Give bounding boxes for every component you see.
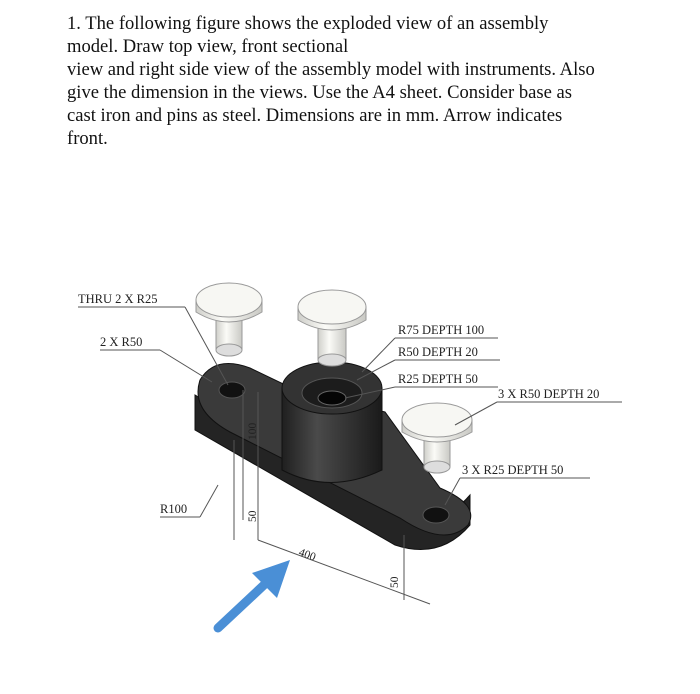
cylinder-inner-hole — [318, 391, 346, 405]
question-line-6: front. — [67, 128, 108, 149]
label-r25-depth-50: R25 DEPTH 50 — [398, 372, 478, 386]
exploded-assembly-figure — [0, 270, 700, 650]
question-line-4: give the dimension in the views. Use the A4 sheet. Consider base as — [67, 82, 573, 103]
label-r100: R100 — [160, 502, 188, 516]
pin-center — [298, 290, 366, 366]
label-thru-2xr25: THRU 2 X R25 — [78, 292, 158, 306]
front-direction-arrow — [218, 560, 290, 628]
question-line-3: view and right side view of the assembly model with instruments. Also — [67, 59, 595, 80]
label-r75-depth-100: R75 DEPTH 100 — [398, 323, 485, 337]
question-line-1: 1. The following figure shows the exploded view of an assembly — [67, 13, 549, 34]
question-text — [67, 12, 677, 150]
dim-50-bottom: 50 — [389, 576, 401, 588]
dim-50-left: 50 — [247, 510, 259, 522]
label-3xr25-depth-50: 3 X R25 DEPTH 50 — [462, 463, 564, 477]
dim-100: 100 — [247, 422, 259, 440]
label-r50-depth-20: R50 DEPTH 20 — [398, 345, 478, 359]
question-line-2: model. Draw top view, front sectional — [67, 36, 349, 57]
assembly-drawing — [0, 270, 700, 650]
question-line-5: cast iron and pins as steel. Dimensions are in mm. Arrow indicates — [67, 105, 563, 126]
label-3xr50-depth-20: 3 X R50 DEPTH 20 — [498, 387, 600, 401]
right-hole — [423, 507, 449, 523]
dim-400: 400 — [296, 546, 318, 564]
label-2xr50: 2 X R50 — [100, 335, 143, 349]
left-hole — [219, 382, 245, 398]
